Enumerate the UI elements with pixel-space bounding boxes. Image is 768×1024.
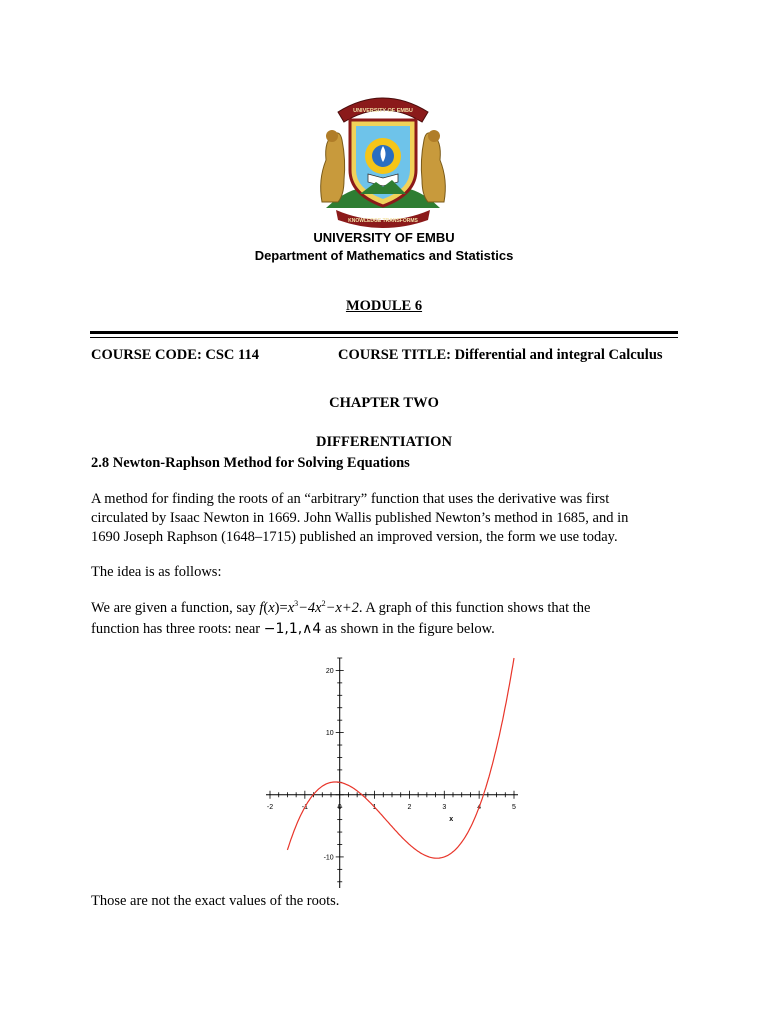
formula-exp1: 3 — [294, 599, 299, 608]
function-graph — [244, 650, 524, 890]
motto-text: KNOWLEDGE TRANSFORMS — [348, 218, 418, 224]
university-name: UNIVERSITY OF EMBU — [313, 230, 455, 245]
x-tick-label: 5 — [512, 803, 516, 811]
double-rule-bottom — [90, 337, 678, 338]
formula-term1: x — [287, 600, 295, 616]
chapter-heading: CHAPTER TWO — [329, 395, 439, 411]
x-tick-label: 1 — [372, 803, 377, 811]
y-tick-label: 20 — [325, 667, 334, 675]
intro-line-1: A method for finding the roots of an “arbitrary” function that uses the derivative was first — [91, 491, 610, 507]
x-axis-label: x — [449, 815, 454, 823]
formula-eq: = — [279, 600, 288, 616]
formula-f: f — [259, 600, 264, 616]
roots-suffix: as shown in the figure below. — [321, 621, 495, 637]
module-title: MODULE 6 — [345, 298, 423, 314]
course-title: COURSE TITLE: Differential and integral Calculus — [338, 347, 663, 363]
department-name: Department of Mathematics and Statistics — [254, 248, 514, 263]
formula-exp2: 2 — [321, 599, 326, 608]
y-tick-label: -10 — [323, 854, 334, 862]
x-tick-label: 0 — [337, 803, 342, 811]
course-code: COURSE CODE: CSC 114 — [91, 347, 259, 363]
given-line — [91, 599, 691, 618]
given-prefix: We are given a function, say — [91, 600, 260, 616]
given-suffix: . A graph of this function shows that the — [358, 600, 591, 616]
section-heading: 2.8 Newton-Raphson Method for Solving Equations — [91, 455, 410, 471]
formula-rparen: ) — [274, 600, 280, 616]
intro-line-3: 1690 Joseph Raphson (1648–1715) published an improved version, the form we use today. — [91, 529, 618, 545]
roots-line — [91, 620, 691, 639]
formula-term2: −4x — [298, 600, 322, 616]
y-tick-label: 10 — [325, 730, 334, 738]
x-tick-label: 4 — [477, 803, 482, 811]
formula-lparen: ( — [263, 600, 269, 616]
intro-line-2: circulated by Isaac Newton in 1669. John Wallis published Newton’s method in 1685, and in — [91, 510, 629, 526]
formula-x: x — [268, 600, 275, 616]
x-tick-label: -2 — [266, 803, 274, 811]
roots-prefix: function has three roots: near — [91, 621, 264, 637]
closing-line: Those are not the exact values of the roots. — [91, 893, 340, 909]
double-rule-top — [90, 331, 678, 334]
roots-values: −1,1,∧4 — [263, 621, 322, 637]
x-tick-label: 3 — [442, 803, 447, 811]
idea-line: The idea is as follows: — [91, 564, 222, 580]
topic-heading: DIFFERENTIATION — [316, 434, 452, 450]
x-tick-label: -1 — [301, 803, 308, 811]
formula-term3: −x+2 — [325, 600, 359, 616]
graph-svg — [244, 650, 524, 890]
university-crest-logo — [316, 90, 450, 230]
crest-svg — [316, 90, 450, 230]
arc-text: UNIVERSITY OF EMBU — [353, 108, 413, 114]
function-curve — [287, 658, 514, 858]
x-tick-label: 2 — [407, 803, 412, 811]
